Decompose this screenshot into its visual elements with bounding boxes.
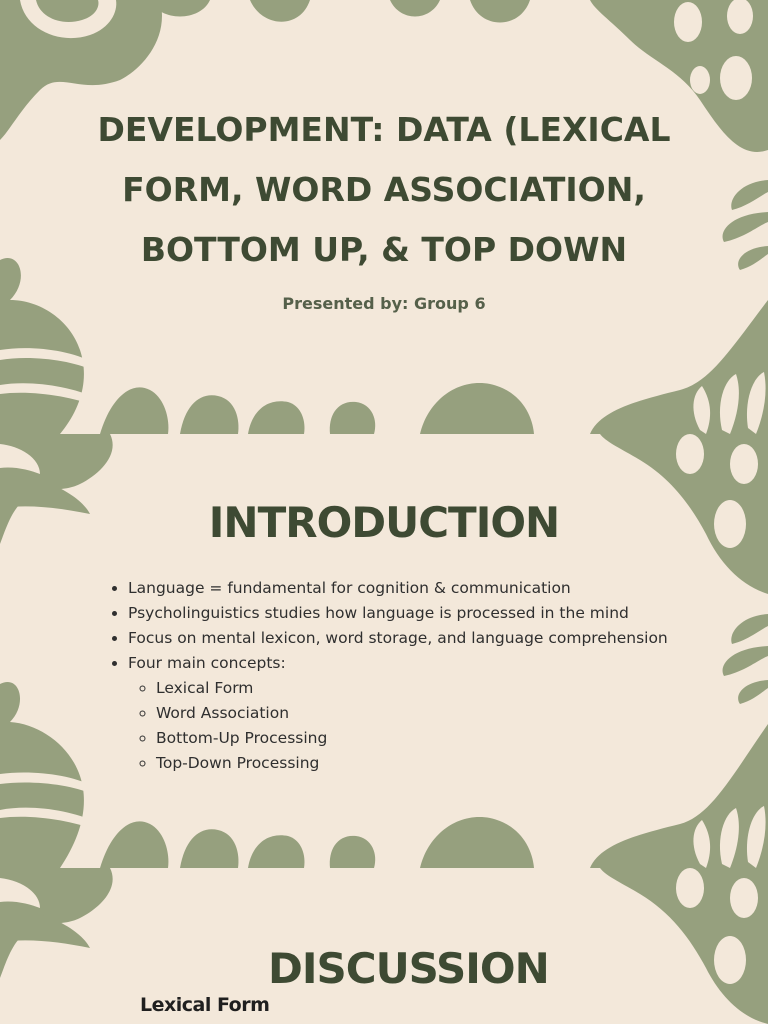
sub-list-item: ◦ Top-Down Processing	[156, 751, 708, 776]
sub-list-item: ◦ Lexical Form	[156, 676, 708, 701]
introduction-heading: INTRODUCTION	[208, 498, 560, 547]
list-item: • Language = fundamental for cognition & communication	[128, 576, 708, 601]
discussion-heading: DISCUSSION	[268, 944, 549, 993]
title-slide	[0, 0, 768, 434]
concepts-sub-list	[128, 676, 708, 776]
lexical-form-subheading: Lexical Form	[140, 994, 270, 1016]
page-title: DEVELOPMENT: DATA (LEXICAL FORM, WORD ASSOCIATION, BOTTOM UP, & TOP DOWN	[97, 110, 671, 269]
sub-list-item: ◦ Word Association	[156, 701, 708, 726]
list-item: • Focus on mental lexicon, word storage, and language comprehension	[128, 626, 708, 651]
sub-list-item: ◦ Bottom-Up Processing	[156, 726, 708, 751]
list-item-concepts	[128, 651, 708, 776]
list-item-label: Four main concepts:	[128, 654, 286, 672]
presenter-credit: Presented by: Group 6	[282, 294, 486, 313]
introduction-bullet-list	[110, 576, 708, 776]
introduction-slide	[0, 434, 768, 868]
discussion-slide	[0, 868, 768, 1024]
list-item: • Psycholinguistics studies how language is processed in the mind	[128, 601, 708, 626]
